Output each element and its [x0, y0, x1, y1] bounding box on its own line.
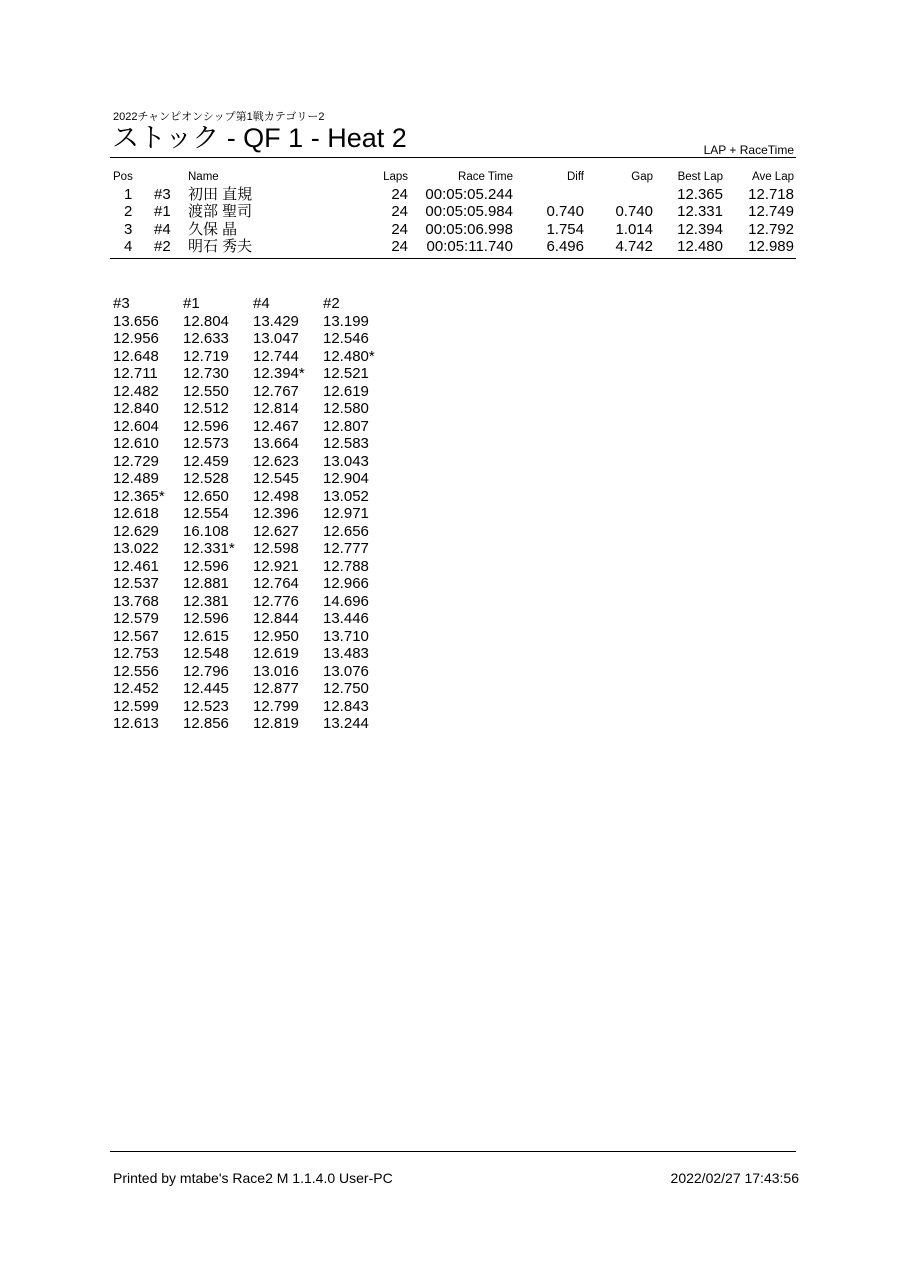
- lap-time-cell: 13.710: [323, 627, 369, 645]
- lap-time-cell: 12.396: [253, 505, 299, 522]
- result-car-number: #1: [154, 203, 171, 221]
- lap-time-cell: 13.052: [323, 487, 369, 505]
- result-diff: 6.496: [546, 237, 584, 255]
- lap-time-cell: 12.452: [113, 680, 159, 697]
- lap-time-cell: 12.777: [323, 540, 369, 557]
- lap-time-cell: 12.599: [113, 697, 159, 715]
- lap-col-header: #2: [323, 295, 340, 312]
- lap-time-cell: 12.619: [323, 382, 369, 400]
- lap-time-cell: 12.971: [323, 505, 369, 522]
- lap-time-cell: 12.554: [183, 505, 229, 522]
- lap-time-cell: 13.429: [253, 312, 299, 330]
- lap-time-cell: 13.022: [113, 540, 159, 557]
- lap-time-cell: 12.750: [323, 680, 369, 697]
- lap-time-cell: 12.482: [113, 382, 159, 400]
- lap-time-cell: 12.523: [183, 697, 229, 715]
- lap-time-cell: 12.556: [113, 662, 159, 680]
- lap-time-cell: 12.814: [253, 400, 299, 417]
- lap-time-cell: 14.696: [323, 592, 369, 610]
- lap-time-cell: 13.656: [113, 312, 159, 330]
- lap-time-cell: 12.881: [183, 575, 229, 592]
- lap-time-cell: 12.461: [113, 557, 159, 575]
- col-diff-header: Diff: [566, 171, 584, 183]
- lap-time-cell: 12.459: [183, 452, 229, 470]
- print-timestamp: 2022/02/27 17:43:56: [670, 1170, 799, 1186]
- lap-time-cell: 12.537: [113, 575, 159, 592]
- lap-time-cell: 12.613: [113, 715, 159, 732]
- footer-divider: [110, 1151, 796, 1152]
- results-header-row: [110, 171, 796, 185]
- lap-time-cell: 13.199: [323, 312, 369, 330]
- lap-time-cell: 12.596: [183, 417, 229, 435]
- lap-time-cell: 12.394*: [253, 365, 305, 382]
- col-pos-header: Pos: [113, 171, 133, 183]
- header-divider: [110, 157, 796, 158]
- lap-time-cell: 12.776: [253, 592, 299, 610]
- lap-time-cell: 12.596: [183, 610, 229, 627]
- result-race-time: 00:05:05.984: [425, 203, 513, 221]
- lap-time-cell: 13.076: [323, 662, 369, 680]
- lap-time-cell: 12.629: [113, 522, 159, 540]
- results-table: [110, 171, 796, 255]
- result-driver-name: 渡部 聖司: [188, 203, 253, 221]
- lap-time-cell: 12.545: [253, 470, 299, 487]
- lap-time-cell: 12.840: [113, 400, 159, 417]
- result-race-time: 00:05:11.740: [426, 237, 513, 255]
- result-pos: 1: [124, 186, 133, 203]
- lap-time-cell: 12.711: [113, 365, 158, 382]
- lap-time-cell: 12.804: [183, 312, 229, 330]
- result-driver-name: 初田 直規: [188, 186, 253, 203]
- lap-time-cell: 12.877: [253, 680, 299, 697]
- lap-time-cell: 12.365*: [113, 487, 165, 505]
- result-ave-lap: 12.749: [748, 203, 794, 221]
- result-car-number: #2: [154, 237, 171, 255]
- result-laps: 24: [391, 186, 408, 203]
- lap-time-cell: 12.550: [183, 382, 229, 400]
- lap-time-cell: 12.753: [113, 645, 159, 662]
- lap-time-cell: 12.764: [253, 575, 299, 592]
- lap-time-cell: 12.512: [183, 400, 229, 417]
- lap-time-cell: 12.648: [113, 347, 159, 365]
- result-ave-lap: 12.989: [748, 237, 794, 255]
- lap-time-cell: 12.467: [253, 417, 299, 435]
- lap-time-cell: 16.108: [183, 522, 229, 540]
- table-row: [110, 221, 796, 238]
- result-car-number: #4: [154, 220, 171, 238]
- result-gap: 0.740: [615, 203, 653, 221]
- lap-time-cell: 12.548: [183, 645, 229, 662]
- lap-time-cell: 12.596: [183, 557, 229, 575]
- lap-time-cell: 12.788: [323, 557, 369, 575]
- lap-time-cell: 12.856: [183, 715, 229, 732]
- lap-time-cell: 12.807: [323, 417, 369, 435]
- lap-time-cell: 12.904: [323, 470, 369, 487]
- col-ave-lap-header: Ave Lap: [752, 171, 794, 183]
- result-driver-name: 明石 秀夫: [188, 237, 253, 255]
- col-laps-header: Laps: [383, 171, 408, 183]
- result-laps: 24: [391, 237, 408, 255]
- lap-time-cell: 12.573: [183, 435, 229, 452]
- lap-time-cell: 12.489: [113, 470, 159, 487]
- lap-time-cell: 12.819: [253, 715, 299, 732]
- lap-time-cell: 12.580: [323, 400, 369, 417]
- lap-time-cell: 12.381: [183, 592, 229, 610]
- lap-time-cell: 13.483: [323, 645, 369, 662]
- result-diff: 0.740: [546, 203, 584, 221]
- lap-time-cell: 12.844: [253, 610, 299, 627]
- lap-col-header: #4: [253, 295, 270, 312]
- result-race-time: 00:05:05.244: [425, 186, 513, 203]
- result-best-lap: 12.394: [677, 220, 723, 238]
- result-diff: 1.754: [546, 220, 584, 238]
- lap-time-cell: 12.623: [253, 452, 299, 470]
- lap-time-cell: 13.664: [253, 435, 299, 452]
- lap-time-cell: 12.604: [113, 417, 159, 435]
- lap-time-cell: 12.480*: [323, 347, 375, 365]
- lap-time-cell: 12.331*: [183, 540, 235, 557]
- lap-time-cell: 12.598: [253, 540, 299, 557]
- table-row: [110, 238, 796, 255]
- lap-time-cell: 12.950: [253, 627, 299, 645]
- table-row: [110, 203, 796, 220]
- result-pos: 2: [124, 203, 133, 221]
- result-car-number: #3: [154, 186, 171, 203]
- lap-time-cell: 12.843: [323, 697, 369, 715]
- report-mode-label: LAP + RaceTime: [703, 143, 794, 157]
- col-name-header: Name: [188, 171, 219, 183]
- lap-time-cell: 12.528: [183, 470, 229, 487]
- lap-time-cell: 13.244: [323, 715, 369, 732]
- result-gap: 1.014: [615, 220, 653, 238]
- result-pos: 4: [124, 237, 133, 255]
- result-best-lap: 12.480: [677, 237, 723, 255]
- result-race-time: 00:05:06.998: [425, 220, 513, 238]
- result-pos: 3: [124, 220, 133, 238]
- lap-time-cell: 12.767: [253, 382, 299, 400]
- page-title: ストック - QF 1 - Heat 2: [112, 123, 407, 153]
- table-row: [110, 186, 796, 203]
- col-race-time-header: Race Time: [458, 171, 513, 183]
- lap-time-cell: 12.610: [113, 435, 159, 452]
- result-best-lap: 12.365: [677, 186, 723, 203]
- lap-time-cell: 12.921: [253, 557, 299, 575]
- lap-time-cell: 13.768: [113, 592, 159, 610]
- printed-by-text: Printed by mtabe's Race2 M 1.1.4.0 User-PC: [113, 1170, 393, 1186]
- lap-time-cell: 13.016: [253, 662, 299, 680]
- lap-time-cell: 12.719: [183, 347, 229, 365]
- lap-time-cell: 12.567: [113, 627, 159, 645]
- lap-time-cell: 13.043: [323, 452, 369, 470]
- result-laps: 24: [391, 220, 408, 238]
- lap-time-cell: 13.047: [253, 330, 299, 347]
- lap-time-cell: 12.627: [253, 522, 299, 540]
- lap-col-header: #3: [113, 295, 130, 312]
- lap-time-cell: 12.633: [183, 330, 229, 347]
- lap-time-cell: 12.521: [323, 365, 369, 382]
- lap-time-cell: 12.445: [183, 680, 229, 697]
- lap-time-cell: 12.656: [323, 522, 369, 540]
- lap-time-cell: 12.583: [323, 435, 369, 452]
- result-gap: 4.742: [615, 237, 653, 255]
- lap-time-cell: 12.498: [253, 487, 299, 505]
- lap-time-cell: 12.799: [253, 697, 299, 715]
- lap-time-cell: 12.796: [183, 662, 229, 680]
- lap-time-cell: 12.650: [183, 487, 229, 505]
- results-divider: [110, 258, 796, 259]
- result-laps: 24: [391, 203, 408, 221]
- result-best-lap: 12.331: [677, 203, 723, 221]
- lap-time-cell: 12.956: [113, 330, 159, 347]
- event-subtitle: 2022チャンピオンシップ第1戦カテゴリー2: [113, 111, 325, 123]
- lap-time-cell: 12.615: [183, 627, 229, 645]
- result-ave-lap: 12.718: [748, 186, 794, 203]
- result-ave-lap: 12.792: [748, 220, 794, 238]
- lap-time-cell: 13.446: [323, 610, 369, 627]
- lap-time-cell: 12.730: [183, 365, 229, 382]
- lap-time-cell: 12.579: [113, 610, 159, 627]
- col-best-lap-header: Best Lap: [677, 171, 723, 183]
- lap-time-cell: 12.546: [323, 330, 369, 347]
- lap-time-cell: 12.619: [253, 645, 299, 662]
- lap-time-cell: 12.618: [113, 505, 159, 522]
- lap-time-cell: 12.966: [323, 575, 369, 592]
- result-driver-name: 久保 晶: [188, 220, 238, 238]
- col-gap-header: Gap: [631, 171, 653, 183]
- lap-col-header: #1: [183, 295, 200, 312]
- lap-time-cell: 12.744: [253, 347, 299, 365]
- lap-time-cell: 12.729: [113, 452, 159, 470]
